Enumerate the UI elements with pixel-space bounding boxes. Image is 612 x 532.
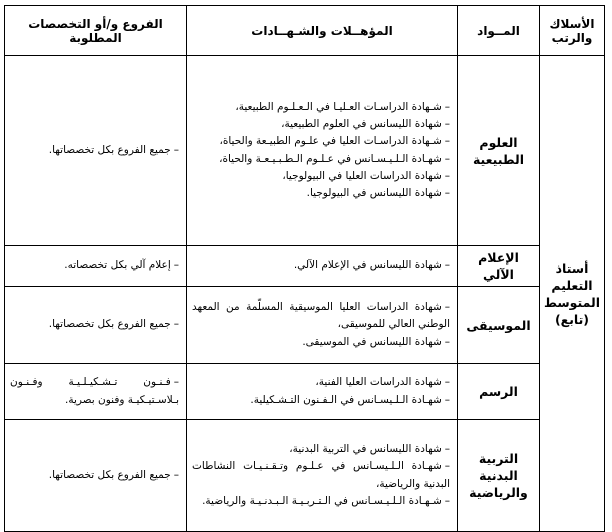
qualification-cell — [187, 246, 458, 287]
qualification-item — [192, 458, 450, 493]
branch-item — [10, 316, 179, 333]
qualification-cell — [187, 287, 458, 364]
qualification-cell — [187, 420, 458, 532]
qualification-item — [192, 299, 450, 334]
dash-bullet: – — [444, 259, 450, 272]
qualification-text: شهادة الليسانس في العلوم الطبيعية، — [281, 117, 442, 130]
branch-text: جميع الفروع بكل تخصصاتها. — [48, 143, 171, 156]
qualification-text: شهـادة الـلـيـسـانس في عـلـوم الـطـبـيـعـة والحياة، — [219, 152, 442, 165]
qualification-text: شهـادة الـلـيسـانس في الـفـنون التـشـكيلية. — [250, 393, 442, 406]
branch-cell — [5, 287, 187, 364]
header-corps: الأسلاك والرتب — [540, 6, 605, 56]
branch-item — [10, 374, 179, 409]
table-row — [5, 56, 605, 246]
qualification-item — [192, 151, 450, 168]
branch-cell — [5, 56, 187, 246]
qualification-text: شهـادة الـلـيسـانس في عـلـوم وتـقـنـيـات النشاطات البدنية والرياضية، — [192, 460, 450, 490]
branch-cell — [5, 364, 187, 420]
dash-bullet: – — [444, 393, 450, 406]
dash-bullet: – — [444, 494, 450, 507]
corps-cell: أستاذ التعليم المتوسط (تابع) — [540, 56, 605, 532]
dash-bullet: – — [173, 376, 179, 389]
qualification-text: شهادة الليسانس في الموسيقى. — [302, 335, 442, 348]
branch-cell — [5, 246, 187, 287]
branch-text: إعلام آلي بكل تخصصاته. — [64, 259, 171, 272]
qualification-text: شهادة الدراسات العليا الفنية، — [315, 376, 442, 389]
dash-bullet: – — [173, 318, 179, 331]
branch-item — [10, 142, 179, 159]
dash-bullet: – — [173, 259, 179, 272]
dash-bullet: – — [444, 460, 450, 473]
qualification-text: شـهادة الدراسـات العليا في علـوم الطبيـعة والحياة، — [219, 135, 442, 148]
dash-bullet: – — [173, 468, 179, 481]
qualification-item — [192, 99, 450, 116]
dash-bullet: – — [444, 376, 450, 389]
qualification-text: شهادة الدراسات العليا في البيولوجيا، — [282, 169, 442, 182]
qualification-text: شهادة الدراسات العليا الموسيقية المسلّمة من المعهد الوطني العالي للموسيقى، — [192, 301, 450, 331]
branch-cell — [5, 420, 187, 532]
subject-cell: الموسيقى — [458, 287, 540, 364]
dash-bullet: – — [444, 301, 450, 314]
qualification-cell — [187, 56, 458, 246]
dash-bullet: – — [444, 100, 450, 113]
subject-cell: العلوم الطبيعية — [458, 56, 540, 246]
dash-bullet: – — [444, 169, 450, 182]
header-subjects: المــواد — [458, 6, 540, 56]
table-row — [5, 246, 605, 287]
qualifications-table — [4, 5, 605, 532]
branch-text: فـنـون تـشـكيـلـيـة وفـنـون بـلاسـتيـكيـة وفنون بصرية. — [10, 376, 179, 406]
qualification-item — [192, 493, 450, 510]
header-branches: الفروع و/أو التخصصات المطلوبة — [5, 6, 187, 56]
subject-cell: الرسم — [458, 364, 540, 420]
dash-bullet: – — [444, 135, 450, 148]
subject-cell: التربية البدنية والرياضية — [458, 420, 540, 532]
qualification-cell — [187, 364, 458, 420]
dash-bullet: – — [444, 335, 450, 348]
dash-bullet: – — [444, 117, 450, 130]
qualification-item — [192, 441, 450, 458]
branch-text: جميع الفروع بكل تخصصاتها. — [48, 318, 171, 331]
qualification-text: شهادة الليسانس في الإعلام الآلي. — [293, 259, 442, 272]
branch-text: جميع الفروع بكل تخصصاتها. — [48, 468, 171, 481]
qualification-item — [192, 116, 450, 133]
qualification-text: شهادة الليسانس في البيولوجيا. — [306, 187, 442, 200]
table-row — [5, 287, 605, 364]
qualification-text: شهادة الليسانس في التربية البدنية، — [289, 442, 442, 455]
qualification-text: شـهادة الدراسـات العـليـا في الـعـلـوم الطبيعية، — [235, 100, 442, 113]
header-qualifications: المؤهــلات والشـهــادات — [187, 6, 458, 56]
branch-item — [10, 467, 179, 484]
qualification-item — [192, 257, 450, 274]
qualification-item — [192, 374, 450, 391]
dash-bullet: – — [444, 187, 450, 200]
branch-item — [10, 257, 179, 274]
qualification-item — [192, 334, 450, 351]
qualification-item — [192, 168, 450, 185]
dash-bullet: – — [444, 152, 450, 165]
subject-cell: الإعلام الآلي — [458, 246, 540, 287]
qualification-text: شـهـادة الـلـيـسـانس في الـتـربـيـة الـبـدنـيـة والرياضية. — [202, 494, 442, 507]
table-row — [5, 364, 605, 420]
header-row — [5, 6, 605, 56]
dash-bullet: – — [444, 442, 450, 455]
table-row — [5, 420, 605, 532]
dash-bullet: – — [173, 143, 179, 156]
qualification-item — [192, 185, 450, 202]
qualification-item — [192, 392, 450, 409]
qualification-item — [192, 133, 450, 150]
